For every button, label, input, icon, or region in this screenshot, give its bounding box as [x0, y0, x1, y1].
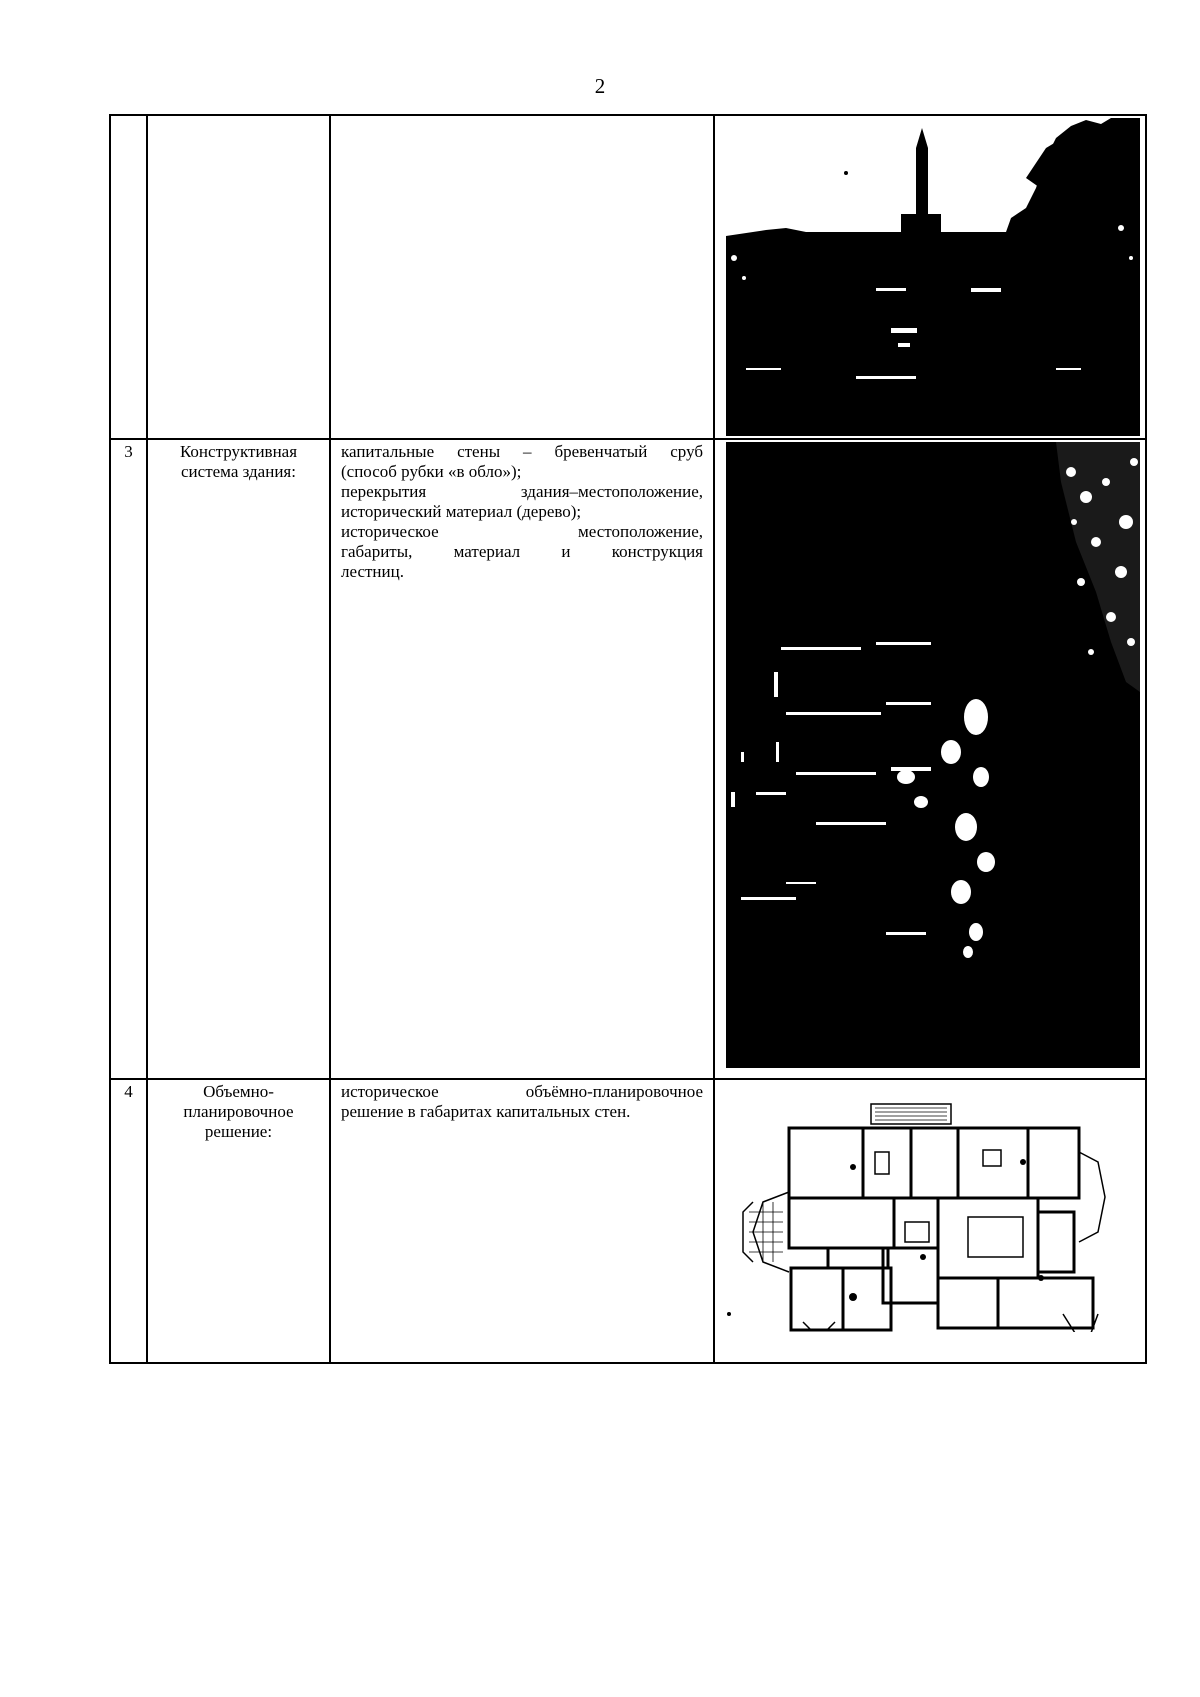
- row-number: [111, 116, 146, 118]
- building-facade-photo: [726, 442, 1140, 1068]
- row-description-cell: [330, 439, 714, 1079]
- row-name: Объемно-планировочное решение:: [183, 1082, 294, 1141]
- row-number: 3: [124, 442, 133, 461]
- description-line: капитальные стены – бревенчатый сруб: [341, 442, 703, 461]
- row-description: [331, 440, 713, 582]
- table-row: [110, 115, 1146, 439]
- building-exterior-photo: [726, 118, 1140, 436]
- table-row: [110, 439, 1146, 1079]
- row-number: 4: [124, 1082, 133, 1101]
- row-image-cell: [714, 1079, 1146, 1363]
- description-line: (способ рубки «в обло»);: [341, 462, 522, 481]
- floor-plan-drawing: [723, 1102, 1129, 1332]
- description-line: лестниц.: [341, 562, 404, 581]
- document-table: [109, 114, 1147, 1364]
- row-name-cell: [147, 439, 330, 1079]
- row-number-cell: [110, 1079, 147, 1363]
- row-description-cell: [330, 115, 714, 439]
- row-description: [331, 1080, 713, 1122]
- description-line: габариты, материал и конструкция: [341, 542, 703, 561]
- page-number: 2: [594, 74, 606, 98]
- description-line: историческое местоположение,: [341, 522, 703, 541]
- row-description-cell: [330, 1079, 714, 1363]
- row-name-cell: [147, 115, 330, 439]
- description-line: решение в габаритах капитальных стен.: [341, 1102, 631, 1121]
- row-image-cell: [714, 439, 1146, 1079]
- row-name: [148, 116, 329, 118]
- description-line: исторический материал (дерево);: [341, 502, 582, 521]
- table-row: [110, 1079, 1146, 1363]
- row-image-cell: [714, 115, 1146, 439]
- row-number-cell: [110, 439, 147, 1079]
- description-line: перекрытия здания–местоположение,: [341, 482, 703, 501]
- description-line: историческое объёмно-планировочное: [341, 1082, 703, 1101]
- row-name: Конструктивная система здания:: [179, 442, 298, 481]
- row-number-cell: [110, 115, 147, 439]
- row-name-cell: [147, 1079, 330, 1363]
